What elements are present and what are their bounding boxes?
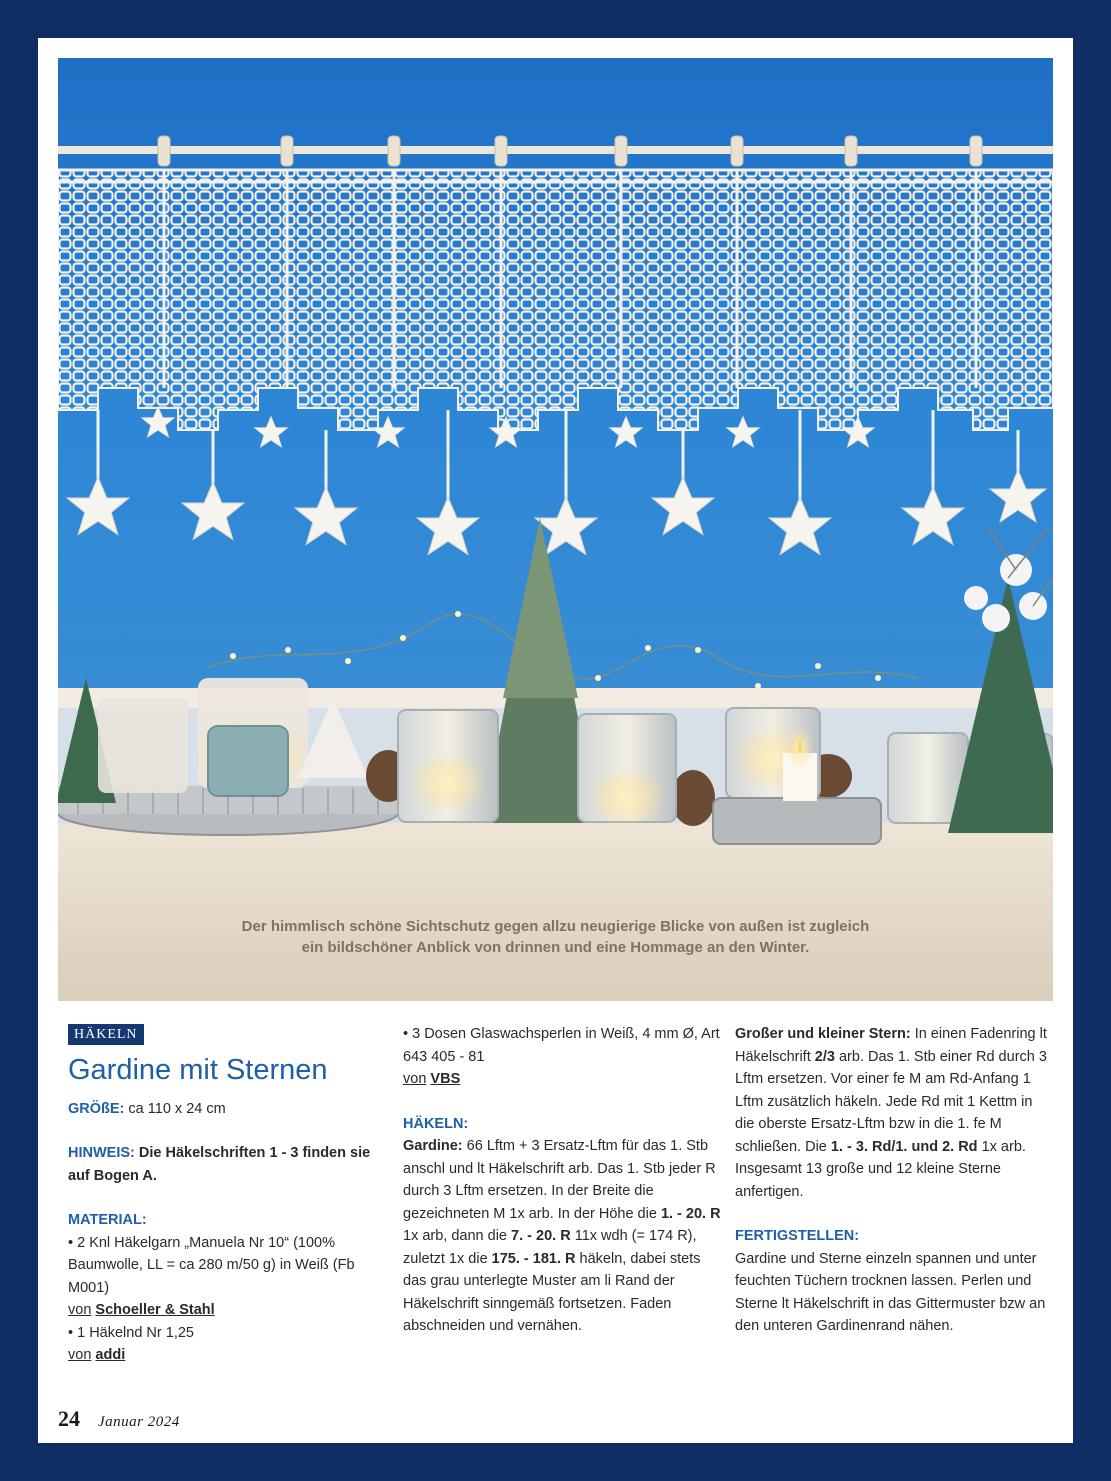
star-text-b: arb. Das 1. Stb einer Rd durch 3 Lftm ersetzen. Vor einer fe M am Rd-Anfang 1 Lftm zusätzlich häkeln. Jede Rd mit 1 Kettm in die oberste Ersatz-Lftm bzw in die 1. fe M schließen. Die [735, 1048, 1047, 1155]
source-von-1: von [68, 1302, 92, 1318]
hint-text: Die Häkelschriften 1 - 3 finden sie auf Bogen A. [68, 1145, 371, 1184]
page-footer [58, 1406, 180, 1432]
size-label: GRÖßE: [68, 1100, 125, 1117]
gardine-text-c: 11x wdh (= 174 R), zuletzt 1x die [403, 1228, 697, 1267]
hint-paragraph [68, 1142, 378, 1187]
gardine-rows-1: 1. - 20. R [660, 1205, 721, 1222]
column-3 [735, 1023, 1053, 1338]
gardine-label: Gardine: [403, 1138, 463, 1154]
hint-label: HINWEIS: [68, 1145, 135, 1161]
finish-text: Gardine und Sterne einzeln spannen und unter feuchten Tüchern trocknen lassen. Perlen und Sterne lt Häkelschrift in das Gittermuster bzw an den unteren Gardinenrand nähen. [735, 1250, 1046, 1334]
star-chart-ref: 2/3 [814, 1048, 835, 1065]
star-text-c: 1x arb. [981, 1138, 1026, 1155]
gardine-rows-3: 175. - 181. R [491, 1250, 576, 1267]
page-number: 24 [58, 1406, 80, 1431]
magazine-page [38, 38, 1073, 1443]
material-label: MATERIAL: [68, 1212, 147, 1228]
curtain-photo [58, 58, 1053, 1001]
star-instructions [735, 1023, 1053, 1158]
material-item-1: • 2 Knl Häkelgarn „Manuela Nr 10“ (100% Baumwolle, LL = ca 280 m/50 g) in Weiß (Fb M001) [68, 1234, 355, 1296]
photo-illustration [58, 58, 1053, 1001]
material-source-3 [403, 1068, 723, 1091]
brand-addi: addi [95, 1347, 126, 1363]
size-value: ca 110 x 24 cm [128, 1100, 226, 1117]
finish-label: FERTIGSTELLEN: [735, 1228, 860, 1244]
gardine-text-b: 1x arb, dann die [403, 1228, 507, 1244]
column-1 [68, 1023, 378, 1367]
caption-line-2: ein bildschöner Anblick von drinnen und eine Hommage an den Winter. [301, 939, 810, 956]
photo-caption [58, 916, 1053, 958]
crochet-label: HÄKELN: [403, 1115, 469, 1132]
caption-line-1: Der himmlisch schöne Sichtschutz gegen allzu neugierige Blicke von außen ist zugleich [241, 918, 870, 935]
star-text-a: In einen Fadenring lt Häkelschrift [735, 1026, 1047, 1065]
gardine-text-a: 66 Lftm + 3 Ersatz-Lftm für das 1. Stb anschl und lt Häkelschrift arb. Das 1. Stb jeder R durch 3 Lftm ersetzen. In der Breite die gezeichneten M 1x arb. In der Höhe die [403, 1138, 716, 1222]
category-tag: HÄKELN [68, 1024, 144, 1045]
brand-schoeller-stahl: Schoeller & Stahl [95, 1302, 215, 1318]
material-source-1 [68, 1299, 378, 1322]
source-von-3: von [403, 1071, 427, 1087]
brand-vbs: VBS [430, 1071, 461, 1087]
gardine-text-d: häkeln, dabei stets das grau unterlegte Muster am li Rand der Häkelschrift sinngemäß fortsetzen. Faden abschneiden und vernähen. [403, 1250, 701, 1334]
gardine-instructions [403, 1135, 723, 1338]
column-2 [403, 1023, 723, 1338]
source-von-2: von [68, 1347, 92, 1363]
issue-date: Januar 2024 [98, 1414, 180, 1430]
material-item-2: • 1 Häkelnd Nr 1,25 [68, 1324, 194, 1341]
gardine-rows-2: 7. - 20. R [511, 1228, 571, 1244]
material-source-2 [68, 1344, 378, 1367]
star-label: Großer und kleiner Stern: [735, 1026, 911, 1042]
star-rounds: 1. - 3. Rd/1. und 2. Rd [830, 1138, 978, 1155]
star-count: Insgesamt 13 große und 12 kleine Sterne anfertigen. [735, 1161, 1001, 1200]
material-item-3: • 3 Dosen Glaswachsperlen in Weiß, 4 mm Ø, Art 643 405 - 81 [403, 1026, 720, 1065]
size-line [68, 1098, 378, 1121]
article-title: Gardine mit Sternen [68, 1053, 328, 1086]
